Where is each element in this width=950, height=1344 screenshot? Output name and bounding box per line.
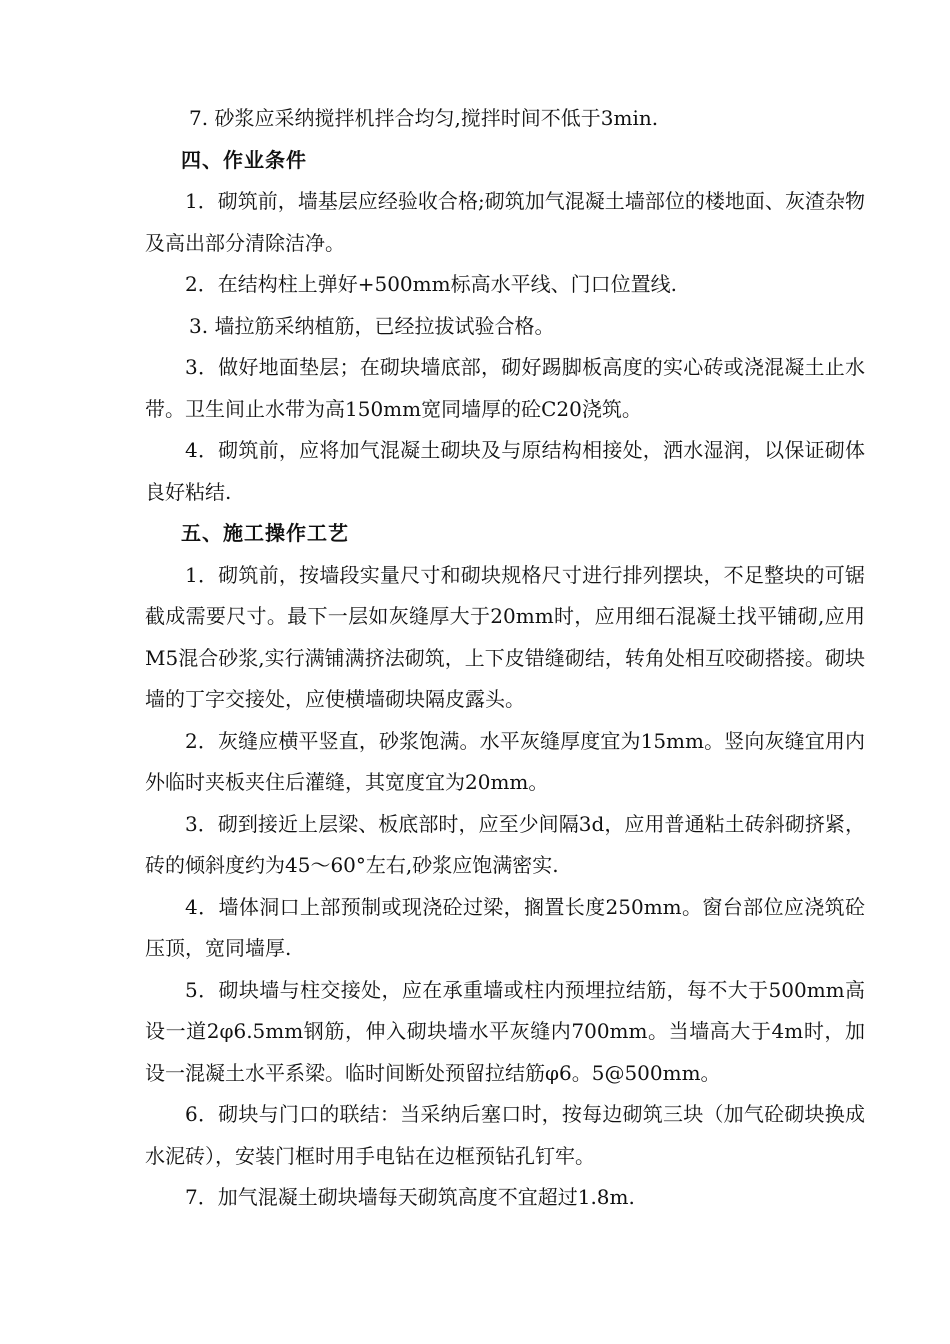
paragraph-mortar-mixing: 7. 砂浆应采纳搅拌机拌合均匀,搅拌时间不低于3min. xyxy=(189,106,659,130)
paragraph-process-2: 2．灰缝应横平竖直，砂浆饱满。水平灰缝厚度宜为15mm。竖向灰缝宜用内外临时夹板夹住后灌缝，其宽度宜为20mm。 xyxy=(145,728,865,794)
paragraph-process-3: 3．砌到接近上层梁、板底部时，应至少间隔3d，应用普通粘土砖斜砌挤紧，砖的倾斜度约为45～60°左右,砂浆应饱满密实. xyxy=(145,811,865,877)
paragraph-process-7: 7．加气混凝土砌块墙每天砌筑高度不宜超过1.8m. xyxy=(185,1185,635,1209)
paragraph-process-6: 6．砌块与门口的联结：当采纳后塞口时，按每边砌筑三块（加气砼砌块换成水泥砖），安装门框时用手电钻在边框预钻孔钉牢。 xyxy=(145,1102,865,1168)
document-page xyxy=(145,98,865,1219)
paragraph-condition-4: 4．砌筑前，应将加气混凝土砌块及与原结构相接处，洒水湿润，以保证砌体良好粘结. xyxy=(145,438,865,504)
paragraph-process-5: 5．砌块墙与柱交接处，应在承重墙或柱内预埋拉结筋，每不大于500mm高设一道2φ6.5mm钢筋，伸入砌块墙水平灰缝内700mm。当墙高大于4m时，加设一混凝土水平系梁。临时间断处预留拉结筋φ6。5@500mm。 xyxy=(145,977,865,1085)
paragraph-condition-3b: 3．做好地面垫层；在砌块墙底部，砌好踢脚板高度的实心砖或浇混凝土止水带。卫生间止水带为高150mm宽同墙厚的砼C20浇筑。 xyxy=(145,355,865,421)
section-heading-construction-process: 五、施工操作工艺 xyxy=(181,521,349,545)
paragraph-process-4: 4．墙体洞口上部预制或现浇砼过梁，搁置长度250mm。窗台部位应浇筑砼压顶，宽同墙厚. xyxy=(145,894,865,960)
paragraph-process-1: 1．砌筑前，按墙段实量尺寸和砌块规格尺寸进行排列摆块，不足整块的可锯截成需要尺寸。最下一层如灰缝厚大于20mm时，应用细石混凝土找平铺砌,应用M5混合砂浆,实行满铺满挤法砌筑，上下皮错缝砌结，转角处相互咬砌搭接。砌块墙的丁字交接处，应使横墙砌块隔皮露头。 xyxy=(145,562,865,711)
paragraph-condition-3a: 3. 墙拉筋采纳植筋，已经拉拔试验合格。 xyxy=(189,313,555,338)
paragraph-condition-1: 1．砌筑前，墙基层应经验收合格;砌筑加气混凝土墙部位的楼地面、灰渣杂物及高出部分清除洁净。 xyxy=(145,189,865,255)
section-heading-work-conditions: 四、作业条件 xyxy=(181,147,307,172)
paragraph-condition-2: 2．在结构柱上弹好+500mm标高水平线、门口位置线. xyxy=(185,272,677,296)
